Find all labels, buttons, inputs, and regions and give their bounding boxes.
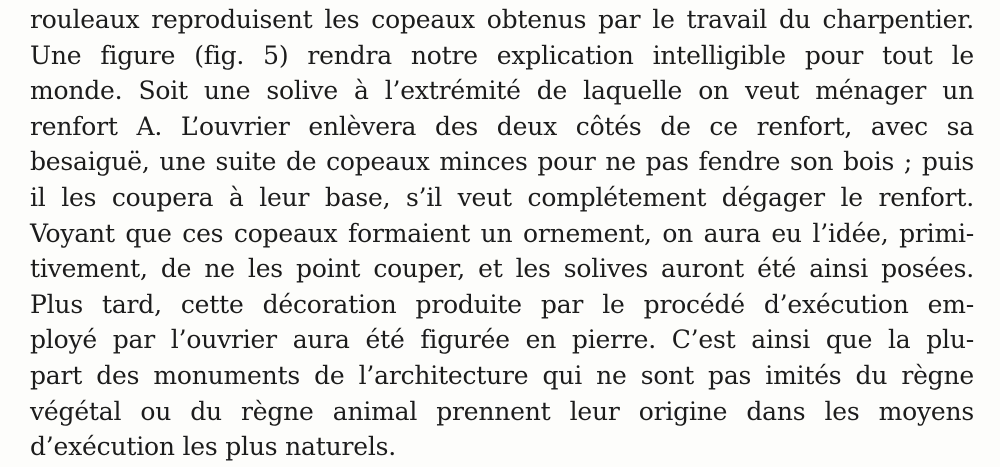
text-line-8: tivement, de ne les point couper, et les solives auront été ainsi posées. bbox=[30, 254, 974, 284]
text-line-9: Plus tard, cette décoration produite par le procédé d’exécution em- bbox=[30, 289, 974, 319]
text-line-6: il les coupera à leur base, s’il veut complétement dégager le renfort. bbox=[30, 182, 974, 212]
text-line-4: renfort A. L’ouvrier enlèvera des deux côtés de ce renfort, avec sa bbox=[30, 111, 974, 141]
text-line-13: d’exécution les plus naturels. bbox=[30, 432, 396, 462]
text-line-7: Voyant que ces copeaux formaient un ornement, on aura eu l’idée, primi- bbox=[30, 218, 974, 248]
text-line-3: monde. Soit une solive à l’extrémité de laquelle on veut ménager un bbox=[30, 76, 974, 106]
text-line-1: rouleaux reproduisent les copeaux obtenus par le travail du charpentier. bbox=[30, 5, 974, 34]
text-line-11: part des monuments de l’architecture qui ne sont pas imités du règne bbox=[30, 360, 974, 390]
text-line-2: Une figure (fig. 5) rendra notre explication intelligible pour tout le bbox=[30, 40, 974, 70]
body-paragraph bbox=[30, 2, 974, 465]
text-line-10: ployé par l’ouvrier aura été figurée en pierre. C’est ainsi que la plu- bbox=[30, 325, 974, 355]
text-line-12: végétal ou du règne animal prennent leur origine dans les moyens bbox=[30, 396, 974, 426]
text-line-5: besaiguë, une suite de copeaux minces pour ne pas fendre son bois ; puis bbox=[30, 147, 974, 177]
